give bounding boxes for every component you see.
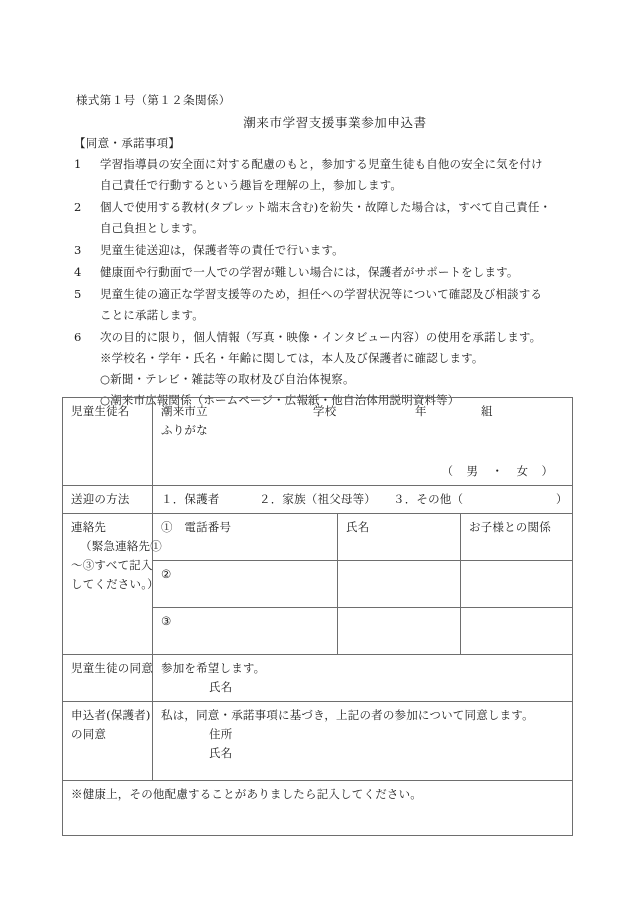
consent-item-text — [100, 262, 574, 283]
consent-purpose-media: ○新聞・テレビ・雑誌等の取材及び自治体視察。 — [100, 372, 355, 386]
year-word-label: 年 — [415, 404, 427, 418]
consent-item — [74, 240, 574, 261]
field-applicant-consent[interactable] — [153, 702, 573, 781]
label-student-name: 児童生徒名 — [63, 398, 153, 486]
consent-items-list — [74, 154, 574, 412]
consent-line: 健康面や行動面で一人での学習が難しい場合には，保護者がサポートをします。 — [100, 265, 519, 279]
consent-item — [74, 262, 574, 283]
school-word-label: 学校 — [313, 404, 337, 418]
consent-line: 児童生徒送迎は，保護者等の責任で行います。 — [100, 243, 344, 257]
consent-item-number: 5 — [74, 287, 82, 301]
consent-item-text — [100, 240, 574, 261]
consent-line: 自己責任で行動するという趣旨を理解の上，参加します。 — [100, 178, 402, 192]
contact-2-phone[interactable]: ② — [153, 561, 338, 608]
transport-option-other[interactable]: ３．その他（ — [393, 492, 464, 506]
transport-options — [161, 490, 566, 509]
contact-1-name[interactable]: 氏名 — [338, 514, 461, 561]
city-prefix-label: 潮来市立 — [161, 404, 208, 418]
consent-item-number: 4 — [74, 265, 82, 279]
consent-item-text — [100, 284, 574, 326]
consent-section-heading: 【同意・承諾事項】 — [74, 136, 181, 150]
consent-item-number: 3 — [74, 243, 82, 257]
gender-choice[interactable]: （ 男 ・ 女 ） — [441, 464, 554, 478]
consent-item — [74, 284, 574, 326]
contact-label-line3: ～③すべて記入 — [71, 558, 153, 572]
consent-line: 自己負担とします。 — [100, 221, 204, 235]
consent-purpose-pr: ○潮来市広報関係（ホームページ・広報紙・他自治体用説明資料等） — [100, 393, 460, 407]
furigana-label: ふりがな — [161, 423, 208, 437]
consent-item-number: 6 — [74, 330, 82, 344]
class-word-label: 組 — [481, 404, 493, 418]
table-row-student-name — [63, 398, 573, 486]
consent-line: 個人で使用する教材(タブレット端末含む)を紛失・故障した場合は，すべて自己責任・ — [100, 200, 552, 214]
table-row-contact-1 — [63, 514, 573, 561]
consent-subnote-confirmation: ※学校名・学年・氏名・年齢に関しては，本人及び保護者に確認します。 — [100, 351, 484, 365]
applicant-name-field[interactable]: 氏名 — [209, 746, 233, 760]
label-applicant-consent — [63, 702, 153, 781]
consent-item-text — [100, 154, 574, 196]
consent-line: 次の目的に限り，個人情報（写真・映像・インタビュー内容）の使用を承諾します。 — [100, 330, 542, 344]
student-consent-statement: 参加を希望します。 — [161, 661, 266, 675]
applicant-address-field[interactable]: 住所 — [209, 727, 233, 741]
consent-item — [74, 154, 574, 196]
table-row-student-consent — [63, 655, 573, 702]
contact-label-line1: 連絡先 — [71, 520, 107, 534]
table-row-health-note — [63, 781, 573, 836]
document-title: 潮来市学習支援事業参加申込書 — [243, 115, 427, 130]
consent-item-number: 1 — [74, 157, 82, 171]
table-row-applicant-consent — [63, 702, 573, 781]
school-line — [161, 402, 566, 421]
consent-line: 児童生徒の適正な学習支援等のため，担任への学習状況等について確認及び相談する — [100, 287, 543, 301]
field-transport-method[interactable] — [153, 486, 573, 514]
applicant-label-line1: 申込者(保護者) — [71, 708, 151, 722]
student-consent-name-field[interactable]: 氏名 — [209, 680, 233, 694]
contact-label-line4: してください。） — [71, 577, 159, 591]
consent-item-text — [100, 197, 574, 239]
consent-item-number: 2 — [74, 200, 82, 214]
applicant-consent-statement: 私は，同意・承諾事項に基づき，上記の者の参加について同意します。 — [161, 708, 534, 722]
contact-2-relation[interactable] — [461, 561, 573, 608]
contact-1-phone[interactable]: ① 電話番号 — [153, 514, 338, 561]
label-transport-method: 送迎の方法 — [63, 486, 153, 514]
table-row-transport — [63, 486, 573, 514]
transport-other-close-paren: ） — [556, 492, 568, 506]
field-health-note[interactable]: ※健康上，その他配慮することがありましたら記入してください。 — [63, 781, 573, 836]
applicant-label-line2: の同意 — [71, 727, 107, 741]
contact-label-line2: （緊急連絡先① — [80, 539, 162, 553]
contact-3-name[interactable] — [338, 608, 461, 655]
contact-3-phone[interactable]: ③ — [153, 608, 338, 655]
contact-2-name[interactable] — [338, 561, 461, 608]
consent-item — [74, 197, 574, 239]
transport-option-guardian[interactable]: １．保護者 — [161, 492, 220, 506]
label-student-consent: 児童生徒の同意 — [63, 655, 153, 702]
field-student-consent[interactable] — [153, 655, 573, 702]
consent-line: 学習指導員の安全面に対する配慮のもと，参加する児童生徒も自他の安全に気を付け — [100, 157, 543, 171]
label-contact — [63, 514, 162, 655]
consent-line: ことに承諾します。 — [100, 308, 204, 322]
contact-3-relation[interactable] — [461, 608, 573, 655]
field-student-name[interactable] — [153, 398, 573, 486]
form-number: 様式第１号（第１２条関係） — [76, 93, 231, 107]
transport-option-family[interactable]: ２．家族（祖父母等） — [259, 492, 376, 506]
contact-1-relation[interactable]: お子様との関係 — [461, 514, 573, 561]
application-form-table — [62, 397, 573, 836]
